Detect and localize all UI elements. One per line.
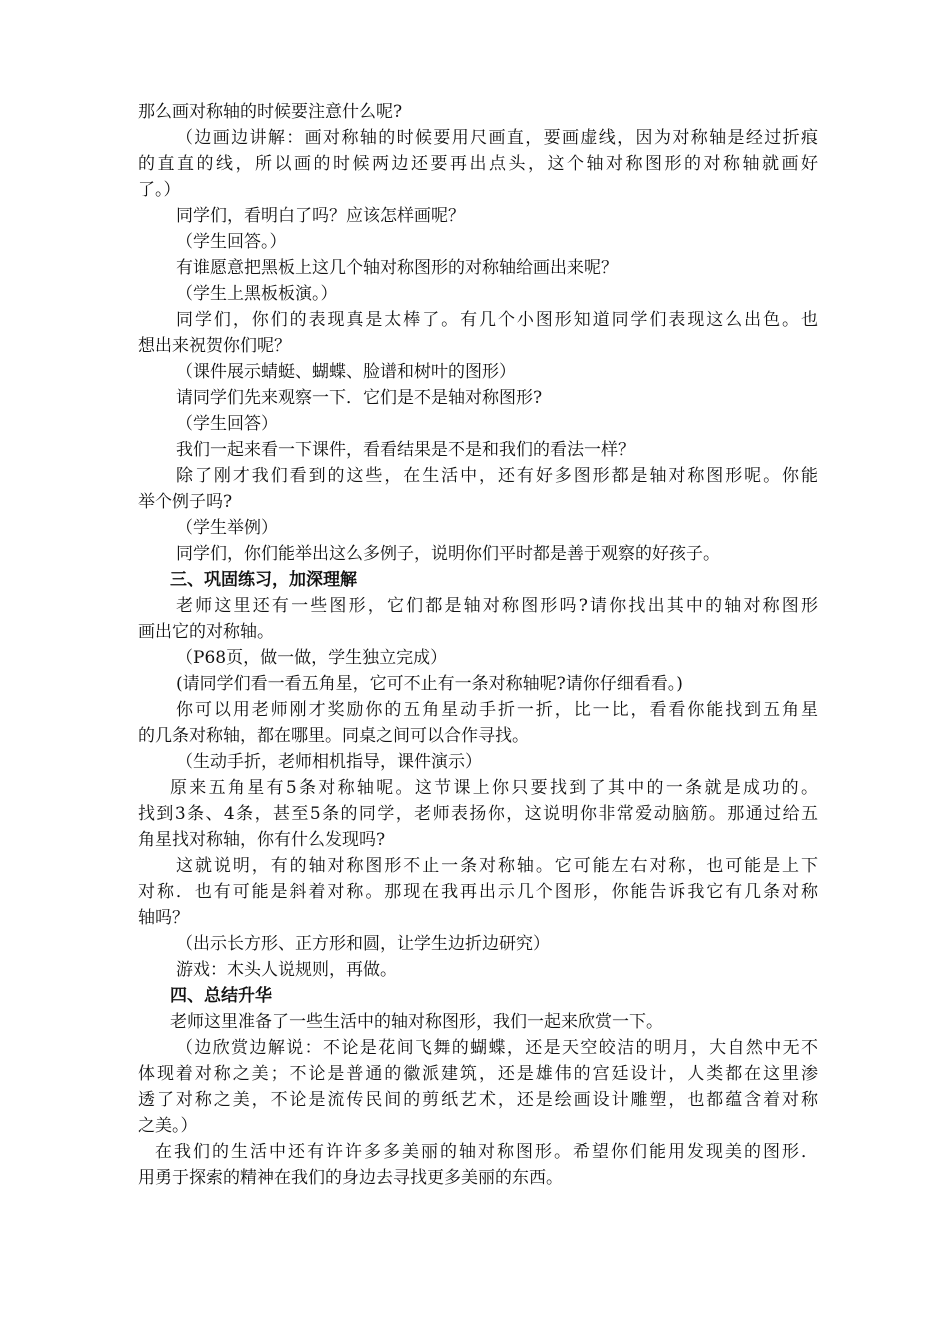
paragraph-line: （学生上黑板板演。）	[176, 284, 338, 304]
paragraph-line: 画出它的对称轴。	[138, 622, 274, 642]
paragraph-line: （学生回答）	[176, 414, 278, 434]
paragraph-line: 请同学们先来观察一下．它们是不是轴对称图形?	[176, 388, 543, 408]
paragraph-line: 之美。）	[138, 1116, 198, 1136]
section-heading: 四、总结升华	[170, 986, 272, 1006]
paragraph-line: 举个例子吗?	[138, 492, 233, 512]
paragraph-line: （出示长方形、正方形和圆，让学生边折边研究）	[176, 934, 550, 954]
paragraph-line: 我们一起来看一下课件，看看结果是不是和我们的看法一样？	[176, 440, 635, 460]
paragraph-line: （P68页，做一做，学生独立完成）	[176, 648, 448, 668]
paragraph-line: （边欣赏边解说：不论是花间飞舞的蝴蝶，还是天空皎洁的明月，大自然中无不	[176, 1038, 818, 1058]
paragraph-line: 同学们，你们的表现真是太棒了。有几个小图形知道同学们表现这么出色。也	[176, 310, 818, 330]
paragraph-line: （学生回答。）	[176, 232, 287, 252]
paragraph-line: 体现着对称之美；不论是普通的徽派建筑，还是雄伟的宫廷设计，人类都在这里渗	[138, 1064, 818, 1084]
paragraph-line: (请同学们看一看五角星，它可不止有一条对称轴呢?请你仔细看看。)	[176, 674, 683, 694]
paragraph-line: 了。）	[138, 180, 181, 200]
paragraph-line: 想出来祝贺你们呢？	[138, 336, 291, 356]
paragraph-line: 原来五角星有5条对称轴呢。这节课上你只要找到了其中的一条就是成功的。	[170, 778, 818, 798]
paragraph-line: 那么画对称轴的时候要注意什么呢?	[138, 102, 403, 122]
paragraph-line: （课件展示蜻蜓、蝴蝶、脸谱和树叶的图形）	[176, 362, 516, 382]
paragraph-line: 游戏：木头人说规则，再做。	[176, 960, 397, 980]
paragraph-line: 透了对称之美，不论是流传民间的剪纸艺术，还是绘画设计雕塑，也都蕴含着对称	[138, 1090, 818, 1110]
paragraph-line: 老师这里准备了一些生活中的轴对称图形，我们一起来欣赏一下。	[170, 1012, 663, 1032]
paragraph-line: 轴吗？	[138, 908, 189, 928]
paragraph-line: 有谁愿意把黑板上这几个轴对称图形的对称轴给画出来呢？	[176, 258, 618, 278]
paragraph-line: 你可以用老师刚才奖励你的五角星动手折一折，比一比，看看你能找到五角星	[176, 700, 818, 720]
paragraph-line: 用勇于探索的精神在我们的身边去寻找更多美丽的东西。	[138, 1168, 563, 1188]
paragraph-line: 同学们，你们能举出这么多例子，说明你们平时都是善于观察的好孩子。	[176, 544, 720, 564]
section-heading: 三、巩固练习，加深理解	[170, 570, 357, 590]
paragraph-line: （边画边讲解：画对称轴的时候要用尺画直，要画虚线，因为对称轴是经过折痕	[176, 128, 818, 148]
paragraph-line: 在我们的生活中还有许许多多美丽的轴对称图形。希望你们能用发现美的图形．	[155, 1142, 818, 1162]
paragraph-line: 找到3条、4条，甚至5条的同学，老师表扬你，这说明你非常爱动脑筋。那通过给五	[138, 804, 818, 824]
paragraph-line: 对称．也有可能是斜着对称。那现在我再出示几个图形，你能告诉我它有几条对称	[138, 882, 818, 902]
paragraph-line: 老师这里还有一些图形，它们都是轴对称图形吗?请你找出其中的轴对称图形	[176, 596, 818, 616]
paragraph-line: 的几条对称轴，都在哪里。同桌之间可以合作寻找。	[138, 726, 529, 746]
paragraph-line: 的直直的线，所以画的时候两边还要再出点头，这个轴对称图形的对称轴就画好	[138, 154, 818, 174]
paragraph-line: （学生举例）	[176, 518, 278, 538]
paragraph-line: 除了刚才我们看到的这些，在生活中，还有好多图形都是轴对称图形呢。你能	[176, 466, 818, 486]
paragraph-line: 这就说明，有的轴对称图形不止一条对称轴。它可能左右对称，也可能是上下	[176, 856, 818, 876]
paragraph-line: 同学们，看明白了吗？应该怎样画呢？	[176, 206, 465, 226]
paragraph-line: （生动手折，老师相机指导，课件演示）	[176, 752, 482, 772]
paragraph-line: 角星找对称轴，你有什么发现吗?	[138, 830, 386, 850]
